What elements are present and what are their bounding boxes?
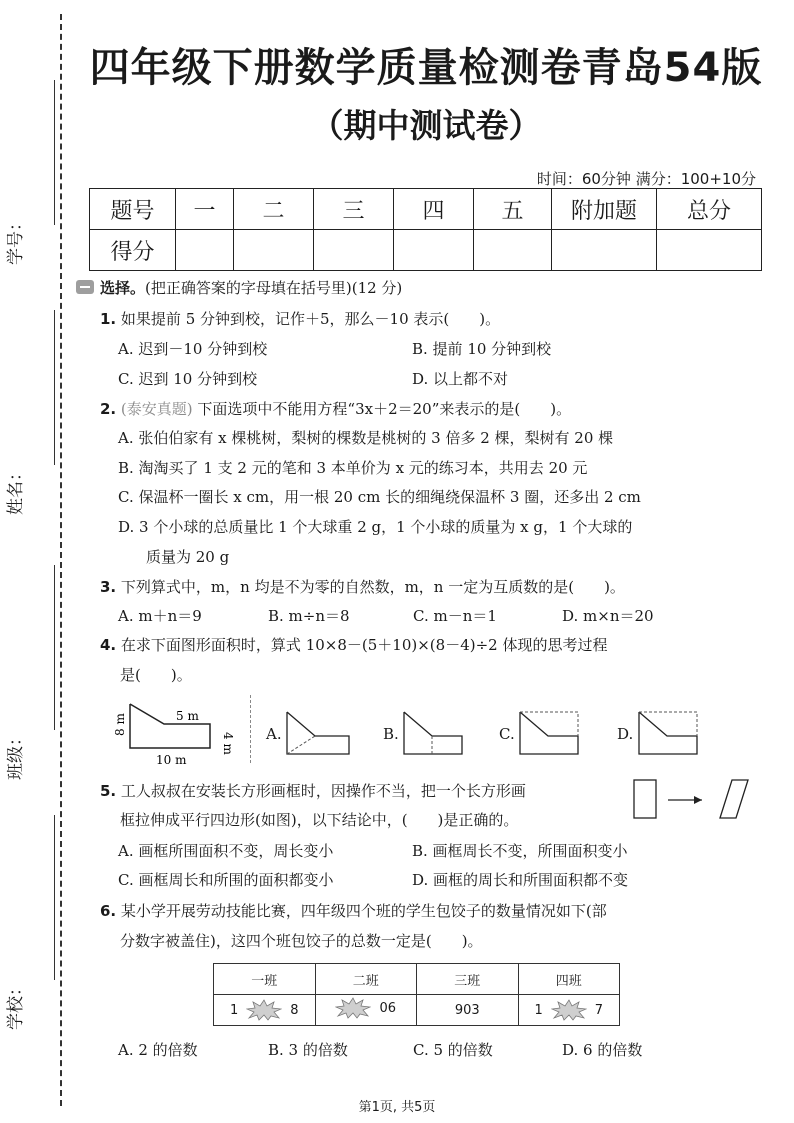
q6-class4-digit-pre: 1 bbox=[534, 1002, 543, 1018]
section-header bbox=[76, 276, 786, 298]
q6-table-header bbox=[214, 964, 620, 995]
name-field[interactable] bbox=[6, 310, 58, 515]
splat-cover-icon bbox=[551, 999, 587, 1021]
q5-text-1: 工人叔叔在安装长方形画框时，因操作不当，把一个长方形画 bbox=[120, 782, 526, 800]
q6-class-table bbox=[213, 963, 620, 1026]
class-line[interactable] bbox=[54, 565, 55, 730]
q6-value-class2 bbox=[315, 995, 417, 1026]
score-cell-4[interactable] bbox=[394, 230, 474, 271]
school-label: 学校： bbox=[6, 979, 26, 1030]
q2-stem bbox=[100, 398, 571, 419]
binding-dashed-line bbox=[60, 14, 62, 1106]
score-col-total: 总分 bbox=[657, 189, 762, 230]
score-cell-2[interactable] bbox=[234, 230, 314, 271]
q6-class1-digit-pre: 1 bbox=[229, 1002, 239, 1018]
q6-stem-line2: 分数字被盖住)，这四个班包饺子的总数一定是( )。 bbox=[120, 932, 483, 950]
score-col-label: 题号 bbox=[90, 189, 176, 230]
q3-text: 下列算式中，m，n 均是不为零的自然数，m，n 一定为互质数的是( )。 bbox=[120, 578, 625, 596]
q5-option-c: C. 画框周长和所围的面积都变小 bbox=[118, 871, 334, 889]
score-col-bonus: 附加题 bbox=[552, 189, 657, 230]
score-row-label: 得分 bbox=[90, 230, 176, 271]
q6-value-class4 bbox=[518, 995, 620, 1026]
q6-value-class1 bbox=[214, 995, 316, 1026]
q6-option-c: C. 5 的倍数 bbox=[413, 1041, 493, 1059]
school-line[interactable] bbox=[54, 815, 55, 980]
q4-option-c-figure bbox=[518, 710, 584, 756]
q1-number: 1. bbox=[100, 310, 117, 328]
score-table-score-row bbox=[90, 230, 762, 271]
q4-option-d-figure bbox=[637, 708, 703, 756]
student-number-label: 学号： bbox=[6, 214, 26, 265]
rectangle-frame-icon bbox=[634, 780, 656, 818]
q2-option-d-line2: 质量为 20 g bbox=[146, 548, 230, 566]
score-col-2: 二 bbox=[234, 189, 314, 230]
q5-number: 5. bbox=[100, 782, 117, 800]
score-cell-5[interactable] bbox=[474, 230, 552, 271]
q6-value-class3: 903 bbox=[417, 995, 519, 1026]
q4-option-a-label: A. bbox=[266, 725, 282, 743]
q6-class1-digit-post: 8 bbox=[290, 1002, 299, 1018]
q3-option-d: D. m×n＝20 bbox=[562, 607, 654, 625]
score-col-3: 三 bbox=[314, 189, 394, 230]
time-info: 时间：60分钟 满分：100+10分 bbox=[536, 170, 756, 188]
q6-table-values bbox=[214, 995, 620, 1026]
q6-option-a: A. 2 的倍数 bbox=[118, 1041, 198, 1059]
q6-header-class3: 三班 bbox=[417, 964, 519, 995]
section-note: (把正确答案的字母填在括号里)(12 分) bbox=[145, 278, 403, 297]
name-line[interactable] bbox=[54, 310, 55, 465]
q6-text-1: 某小学开展劳动技能比赛，四年级四个班的学生包饺子的数量情况如下(部 bbox=[120, 902, 607, 920]
q2-option-d-line1: D. 3 个小球的总质量比 1 个大球重 2 g，1 个小球的质量为 x g，1 个大球的 bbox=[118, 518, 633, 536]
score-col-4: 四 bbox=[394, 189, 474, 230]
name-label: 姓名： bbox=[6, 464, 26, 515]
section-one bbox=[76, 276, 786, 298]
parallelogram-frame-icon bbox=[720, 780, 748, 818]
q6-option-d: D. 6 的倍数 bbox=[562, 1041, 643, 1059]
q1-option-c: C. 迟到 10 分钟到校 bbox=[118, 370, 258, 388]
q2-source-tag: (泰安真题) bbox=[120, 400, 193, 418]
q4-number: 4. bbox=[100, 636, 117, 654]
q4-text-1: 在求下面图形面积时，算式 10×8－(5＋10)×(8－4)÷2 体现的思考过程 bbox=[120, 636, 608, 654]
score-cell-total[interactable] bbox=[657, 230, 762, 271]
score-col-1: 一 bbox=[176, 189, 234, 230]
q4-label-top: 5 m bbox=[176, 709, 199, 723]
q6-stem-line1 bbox=[100, 900, 607, 921]
score-cell-1[interactable] bbox=[176, 230, 234, 271]
score-cell-bonus[interactable] bbox=[552, 230, 657, 271]
q2-option-a: A. 张伯伯家有 x 棵桃树，梨树的棵数是桃树的 3 倍多 2 棵，梨树有 20 棵 bbox=[118, 429, 614, 447]
splat-cover-icon bbox=[335, 997, 371, 1019]
q1-option-a: A. 迟到－10 分钟到校 bbox=[118, 340, 268, 358]
score-cell-3[interactable] bbox=[314, 230, 394, 271]
q6-header-class1: 一班 bbox=[214, 964, 316, 995]
q1-text: 如果提前 5 分钟到校，记作＋5，那么－10 表示( )。 bbox=[120, 310, 501, 328]
q4-label-bottom: 10 m bbox=[156, 753, 187, 767]
q6-number: 6. bbox=[100, 902, 117, 920]
q1-option-b: B. 提前 10 分钟到校 bbox=[412, 340, 552, 358]
score-table bbox=[89, 188, 762, 271]
q1-stem bbox=[100, 308, 500, 329]
q2-option-c: C. 保温杯一圈长 x cm，用一根 20 cm 长的细绳绕保温杯 3 圈，还多出 2 cm bbox=[118, 488, 641, 506]
class-field[interactable] bbox=[6, 565, 58, 780]
q4-figure-divider bbox=[250, 695, 251, 763]
q3-option-a: A. m＋n＝9 bbox=[118, 607, 202, 625]
q6-class2-digit-post: 06 bbox=[379, 1000, 397, 1016]
q5-frame-figure bbox=[632, 778, 752, 822]
q2-option-b: B. 淘淘买了 1 支 2 元的笔和 3 本单价为 x 元的练习本，共用去 20 元 bbox=[118, 459, 588, 477]
q3-stem bbox=[100, 576, 625, 597]
student-number-field[interactable] bbox=[6, 80, 58, 265]
q4-label-left: 8 m bbox=[113, 713, 127, 736]
q4-option-a-figure bbox=[285, 710, 355, 756]
q4-main-figure bbox=[110, 700, 240, 770]
page-footer: 第1页, 共5页 bbox=[358, 1100, 436, 1115]
school-field[interactable] bbox=[6, 815, 58, 1030]
q4-label-right: 4 m bbox=[221, 732, 235, 755]
q3-number: 3. bbox=[100, 578, 117, 596]
splat-cover-icon bbox=[246, 999, 282, 1021]
q6-header-class4: 四班 bbox=[518, 964, 620, 995]
q4-option-d-label: D. bbox=[617, 725, 634, 743]
score-table-header-row bbox=[90, 189, 762, 230]
q5-option-d: D. 画框的周长和所围面积都不变 bbox=[412, 871, 629, 889]
section-title: 选择。 bbox=[100, 278, 146, 297]
q3-option-c: C. m－n＝1 bbox=[413, 607, 497, 625]
q5-stem-line1 bbox=[100, 780, 526, 801]
student-number-line[interactable] bbox=[54, 80, 55, 225]
class-label: 班级： bbox=[6, 729, 26, 780]
q4-stem-line2: 是( )。 bbox=[120, 666, 192, 684]
q6-option-b: B. 3 的倍数 bbox=[268, 1041, 348, 1059]
q2-text: 下面选项中不能用方程“3x＋2＝20”来表示的是( )。 bbox=[197, 400, 572, 418]
q4-option-c-label: C. bbox=[499, 725, 515, 743]
q4-stem-line1 bbox=[100, 634, 607, 655]
q6-class4-digit-post: 7 bbox=[594, 1002, 604, 1018]
q2-number: 2. bbox=[100, 400, 117, 418]
q5-option-a: A. 画框所围面积不变，周长变小 bbox=[118, 842, 334, 860]
page-title: 四年级下册数学质量检测卷青岛54版 bbox=[89, 45, 763, 91]
q5-stem-line2: 框拉伸成平行四边形(如图)，以下结论中，( )是正确的。 bbox=[120, 811, 519, 829]
q1-option-d: D. 以上都不对 bbox=[412, 370, 509, 388]
q4-option-b-figure bbox=[402, 710, 468, 756]
page-subtitle: （期中测试卷） bbox=[310, 106, 542, 145]
score-col-5: 五 bbox=[474, 189, 552, 230]
q4-option-b-label: B. bbox=[383, 725, 399, 743]
q6-header-class2: 二班 bbox=[315, 964, 417, 995]
q3-option-b: B. m÷n＝8 bbox=[268, 607, 350, 625]
section-one-badge-icon bbox=[76, 280, 94, 294]
q5-option-b: B. 画框周长不变，所围面积变小 bbox=[412, 842, 628, 860]
